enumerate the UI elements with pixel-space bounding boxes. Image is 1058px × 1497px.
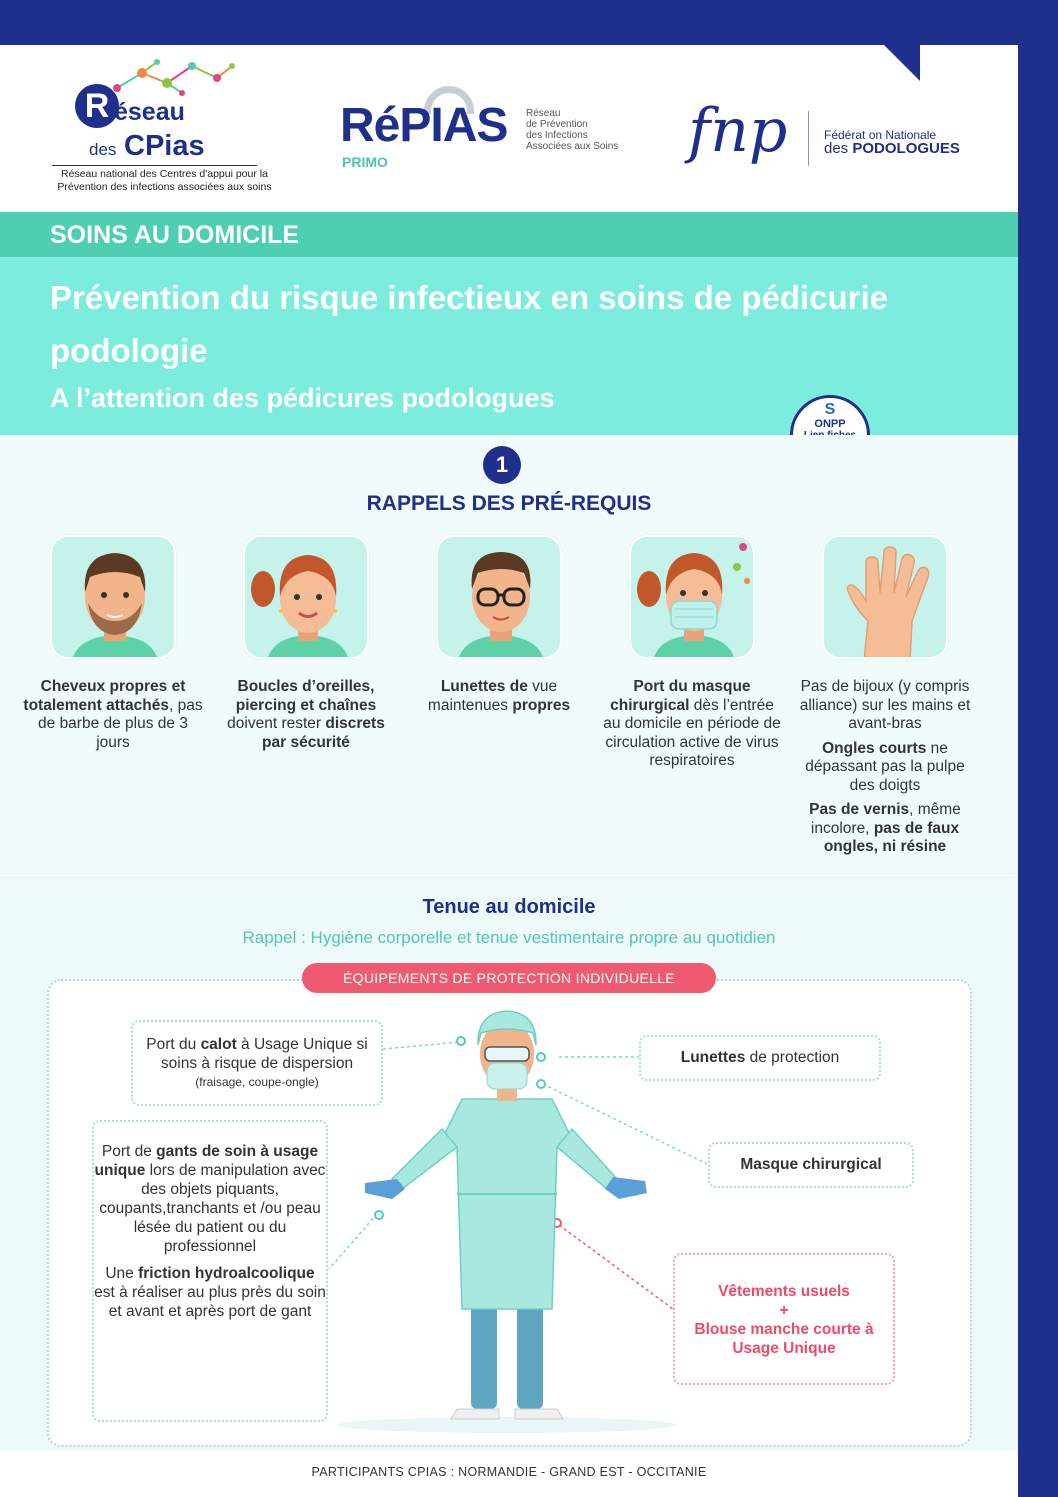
top-band: [0, 0, 1058, 45]
woman-mask-illustration: [629, 535, 755, 659]
hair-text: , pas de barbe de plus de 3 jours: [38, 696, 203, 751]
mask-text: dès l’entrée au domicile en période de circulation active de virus respiratoires: [603, 696, 781, 769]
mask-info: [708, 1142, 914, 1188]
gloves-info: [92, 1120, 328, 1422]
repias-sub-1: Réseau: [526, 108, 561, 119]
fnp-line-1: Fédérat on Nationale: [824, 128, 937, 142]
jewelry-bold: Boucles d’oreilles, piercing et chaînes: [235, 678, 377, 714]
glasses-bold: Lunettes de: [440, 678, 528, 695]
prerequisite-mask: [602, 678, 782, 771]
cpias-des: des: [89, 140, 117, 159]
man-beard-illustration: [50, 535, 176, 659]
jewelry-text: doivent rester: [227, 715, 326, 732]
mask-bold: Port du masque chirurgical: [610, 678, 751, 714]
prerequisite-jewelry: [216, 678, 396, 752]
page-subtitle: A l’attention des pédicures podologues: [50, 383, 555, 413]
friction-text: [94, 1264, 326, 1321]
cpias-cpias: CPias: [124, 130, 205, 162]
cap-text: [133, 1035, 381, 1073]
category-label: SOINS AU DOMICILE: [50, 221, 300, 249]
hands-varnish: [795, 801, 975, 857]
fnp-script: fnp: [688, 96, 788, 166]
nails-bold: Ongles courts: [822, 739, 927, 757]
false-nails-bold: pas de faux ongles, ni résine: [823, 819, 960, 855]
gloves-text-2: lors de manipulation avec des objets piquants, coupants,tranchants et /ou peau lésée du patient ou du professionnel: [99, 1162, 326, 1255]
cpias-logo: [52, 58, 282, 198]
goggles-bold: Lunettes: [680, 1049, 746, 1066]
clothing-info: [673, 1253, 895, 1385]
cap-info: [131, 1020, 383, 1106]
repias-sub-4: Associées aux Soins: [526, 141, 619, 152]
fnp-line-2a: des: [824, 140, 853, 157]
woman-earrings-illustration: [243, 535, 369, 659]
cap-examples: (fraisage, coupe-ongle): [195, 1075, 319, 1089]
fnp-line-2b: PODOLOGUES: [852, 140, 960, 157]
fnp-logo: [688, 76, 968, 186]
onpp-name: ONPP: [814, 418, 846, 430]
jewelry-bold-2: discrets par sécurité: [262, 715, 385, 751]
repias-primo: PRIMO: [342, 154, 388, 170]
nails-text: ne dépassant pas la pulpe des doigts: [805, 739, 965, 794]
glasses-bold-2: propres: [512, 696, 571, 714]
hair-bold: Cheveux propres et totalement attachés: [23, 678, 186, 714]
cpias-tagline: Réseau national des Centres d'appui pour la Prévention des infections associées aux soins: [57, 168, 272, 193]
repias-sub-3: des Infections: [526, 130, 588, 141]
gloves-bold: gants de soin à usage unique: [94, 1143, 319, 1179]
varnish-text: , même incolore,: [810, 801, 961, 837]
man-glasses-illustration: [436, 535, 562, 659]
cpias-divider: [52, 165, 257, 166]
section-number: 1: [483, 446, 521, 484]
right-band: [1018, 0, 1058, 1497]
cpias-r: R: [75, 84, 119, 128]
friction-text-1: Une: [105, 1265, 139, 1282]
outfit-subtitle: Rappel : Hygiène corporelle et tenue vestimentaire propre au quotidien: [242, 928, 776, 947]
repias-sub-2: de Prévention: [526, 119, 588, 130]
goggles-info: [639, 1035, 881, 1081]
glasses-text: vue: [527, 678, 558, 695]
glasses-text-2: maintenues: [427, 696, 513, 714]
repias-word: RéPIAS: [340, 99, 508, 152]
cpias-reseau: éseau: [114, 98, 185, 126]
prerequisite-glasses: [409, 678, 589, 715]
cap-text-1: Port du: [146, 1036, 201, 1053]
gloves-text-1: Port de: [101, 1143, 157, 1160]
ppe-badge: ÉQUIPEMENTS DE PROTECTION INDIVIDUELLE: [302, 963, 716, 993]
page-title: Prévention du risque infectieux en soins de pédicurie podologie: [50, 279, 889, 369]
friction-text-2: est à réaliser au plus près du soin et avant et après port de gant: [94, 1284, 326, 1320]
goggles-text: de protection: [745, 1049, 840, 1066]
prerequisite-hair: [23, 678, 203, 752]
repias-logo: [340, 86, 640, 176]
hand-illustration: [822, 535, 948, 659]
gloves-text: [94, 1142, 326, 1256]
section-title: RAPPELS DES PRÉ-REQUIS: [366, 492, 652, 515]
friction-bold: friction hydroalcoolique: [138, 1265, 315, 1282]
hands-nails: [795, 740, 975, 796]
outfit-title: Tenue au domicile: [422, 896, 596, 918]
clothing-line-1: Vêtements usuels: [718, 1283, 850, 1300]
mask-info-bold: Masque chirurgical: [740, 1156, 882, 1173]
fnp-separator: [808, 111, 809, 166]
clothing-line-2: Blouse manche courte à Usage Unique: [694, 1321, 874, 1357]
varnish-bold: Pas de vernis: [809, 801, 910, 818]
cap-bold: calot: [200, 1036, 237, 1053]
cap-text-2: à Usage Unique si soins à risque de dispersion: [160, 1036, 368, 1072]
network-icon: [107, 58, 247, 98]
prerequisite-hands: [795, 678, 975, 863]
category-band: [0, 212, 1018, 257]
footer-participants: PARTICIPANTS CPIAS : NORMANDIE - GRAND EST - OCCITANIE: [311, 1465, 707, 1479]
fnp-line-2: [824, 140, 960, 157]
hands-jewelry-text: Pas de bijoux (y compris alliance) sur les mains et avant-bras: [799, 678, 971, 732]
clothing-plus: +: [779, 1302, 789, 1319]
onpp-icon: S: [824, 401, 836, 418]
repias-subtitle: [526, 108, 618, 152]
